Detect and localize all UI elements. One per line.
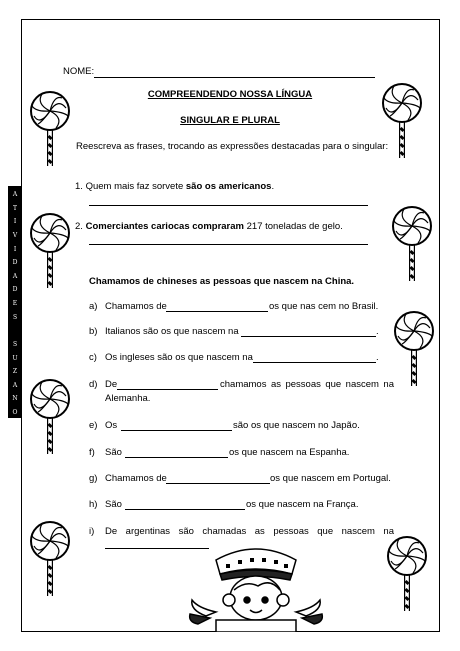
item-g-letter: g) (89, 473, 98, 484)
item-g-before: Chamamos de (105, 473, 167, 484)
lollipop-icon (385, 535, 429, 613)
item-d-letter: d) (89, 379, 98, 390)
item-number: 2. (75, 221, 83, 232)
item-a-after: os que nas cem no Brasil. (269, 301, 379, 312)
lollipop-icon (390, 205, 434, 283)
sidebar-letter: N (12, 395, 18, 403)
item-e-before: Os (105, 420, 118, 431)
item-b-letter: b) (89, 326, 98, 337)
sidebar-letter: A (12, 191, 18, 198)
item-h-letter: h) (89, 499, 98, 510)
item-1-text (75, 181, 274, 192)
item-d-line2: Alemanha. (105, 393, 151, 404)
item-a-letter: a) (89, 301, 98, 312)
sidebar-letter: D (12, 259, 18, 267)
item-e-after: são os que nascem no Japão. (233, 420, 360, 431)
instruction-text: Reescreva as frases, trocando as expressões destacadas para o singular: (76, 141, 389, 152)
blank-g[interactable] (166, 483, 270, 484)
item-c-after: . (376, 352, 379, 363)
item-h-after: os que nascem na França. (246, 499, 359, 510)
sidebar-letter: T (12, 204, 17, 212)
item-d-before: De (105, 379, 118, 390)
sidebar-letter: I (13, 218, 17, 226)
item-g-after: os que nascem em Portugal. (270, 473, 391, 484)
sidebar-letter: E (12, 300, 18, 307)
sidebar-letters (8, 192, 22, 416)
page-subtitle: SINGULAR E PLURAL (180, 115, 280, 126)
page-title: COMPREENDENDO NOSSA LÍNGUA (147, 89, 313, 100)
blank-f[interactable] (125, 457, 228, 458)
lollipop-icon (380, 82, 424, 160)
answer-line-2[interactable] (89, 244, 368, 245)
item-d-after: chamamos as pessoas que nascem na (220, 379, 394, 390)
item-2-plain: 217 toneladas de gelo. (244, 221, 343, 232)
lollipop-icon (28, 90, 72, 168)
item-a-before: Chamamos de (105, 301, 167, 312)
section-heading: Chamamos de chineses as pessoas que nascem na China. (89, 276, 355, 287)
blank-e[interactable] (121, 430, 232, 431)
blank-b[interactable] (241, 336, 376, 337)
sidebar-letter: S (12, 340, 18, 348)
item-2-bold: Comerciantes cariocas compraram (85, 221, 244, 232)
item-c-before: Os ingleses são os que nascem na (105, 352, 253, 363)
sidebar-letter (14, 328, 16, 334)
sidebar-letter: U (12, 354, 18, 362)
sidebar-letter: D (12, 286, 18, 294)
answer-line-1[interactable] (89, 205, 368, 206)
item-number: 1. (75, 181, 83, 192)
item-b-before: Italianos são os que nascem na (105, 326, 239, 337)
sidebar-letter: V (12, 231, 18, 239)
item-f-before: São (105, 447, 122, 458)
sidebar-letter: I (13, 245, 17, 253)
lollipop-icon (28, 378, 72, 456)
lollipop-icon (392, 310, 436, 388)
blank-d[interactable] (117, 389, 218, 390)
item-2-text (75, 221, 343, 232)
item-e-letter: e) (89, 420, 98, 431)
sidebar-letter: A (12, 381, 18, 389)
sidebar-letter: O (12, 409, 18, 416)
sidebar-letter: S (12, 313, 18, 321)
lollipop-icon (28, 212, 72, 290)
blank-a[interactable] (166, 311, 268, 312)
item-f-letter: f) (89, 447, 95, 458)
item-c-letter: c) (89, 352, 97, 363)
name-label: NOME: (63, 66, 95, 77)
item-1-tail: . (271, 181, 275, 192)
blank-h[interactable] (125, 509, 245, 510)
blank-c[interactable] (253, 362, 376, 363)
item-1-bold: são os americanos (185, 181, 272, 192)
item-1-plain: Quem mais faz sorvete (85, 181, 186, 192)
sidebar-letter: A (12, 272, 18, 280)
sidebar-letter: Z (12, 368, 18, 376)
item-i-letter: i) (89, 526, 95, 537)
item-b-after: . (376, 326, 379, 337)
lollipop-icon (28, 520, 72, 598)
item-i-before: De argentinas são chamadas as pessoas que nascem na (105, 526, 394, 537)
item-f-after: os que nascem na Espanha. (229, 447, 350, 458)
item-h-before: São (105, 499, 122, 510)
elf-illustration (186, 540, 326, 632)
sidebar-tag (8, 186, 22, 418)
name-field[interactable] (94, 77, 375, 78)
